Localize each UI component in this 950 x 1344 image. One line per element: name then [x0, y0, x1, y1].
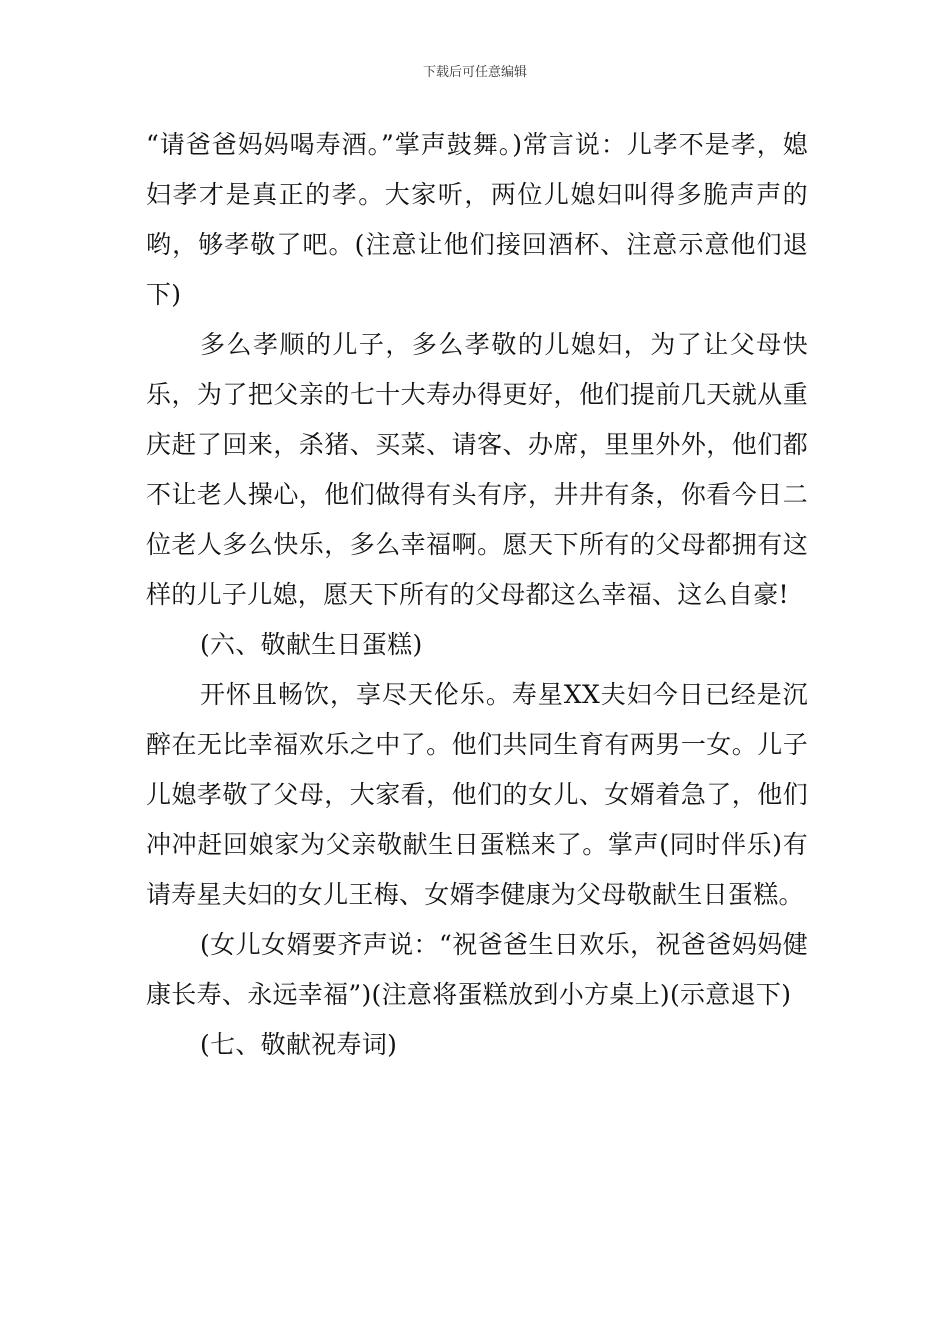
- section-heading-blessing-speech: (七、敬献祝寿词): [200, 1030, 398, 1059]
- section-heading-birthday-cake: (六、敬献生日蛋糕): [200, 630, 423, 659]
- page-header: 下载后可任意编辑: [422, 65, 527, 80]
- paragraph-toast-closing: “请爸爸妈妈喝寿酒。”掌声鼓舞。)常言说：儿孝不是孝，媳妇孝才是真正的孝。大家听，两位儿媳妇叫得多脆声声的哟，够孝敬了吧。(注意让他们接回酒杯、注意示意他们退下): [146, 130, 808, 309]
- paragraph-sons-filial: 多么孝顺的儿子，多么孝敬的儿媳妇，为了让父母快乐，为了把父亲的七十大寿办得更好，他们提前几天就从重庆赶了回来，杀猪、买菜、请客、办席，里里外外，他们都不让老人操心，他们做得有头有序，井井有条，你看今日二位老人多么快乐，多么幸福啊。愿天下所有的父母都拥有这样的儿子儿媳，愿天下所有的父母都这么幸福、这么自豪!: [146, 330, 808, 609]
- paragraph-daughter-wishes: (女儿女婿要齐声说：“祝爸爸生日欢乐，祝爸爸妈妈健康长寿、永远幸福”)(注意将蛋糕放到小方桌上)(示意退下): [146, 930, 808, 1009]
- paragraph-daughter-cake: 开怀且畅饮，享尽天伦乐。寿星XX夫妇今日已经是沉醉在无比幸福欢乐之中了。他们共同生育有两男一女。儿子儿媳孝敬了父母，大家看，他们的女儿、女婿着急了，他们冲冲赶回娘家为父亲敬献生日蛋糕来了。掌声(同时伴乐)有请寿星夫妇的女儿王梅、女婿李健康为父母敬献生日蛋糕。: [146, 680, 808, 909]
- document-body: [146, 120, 808, 1070]
